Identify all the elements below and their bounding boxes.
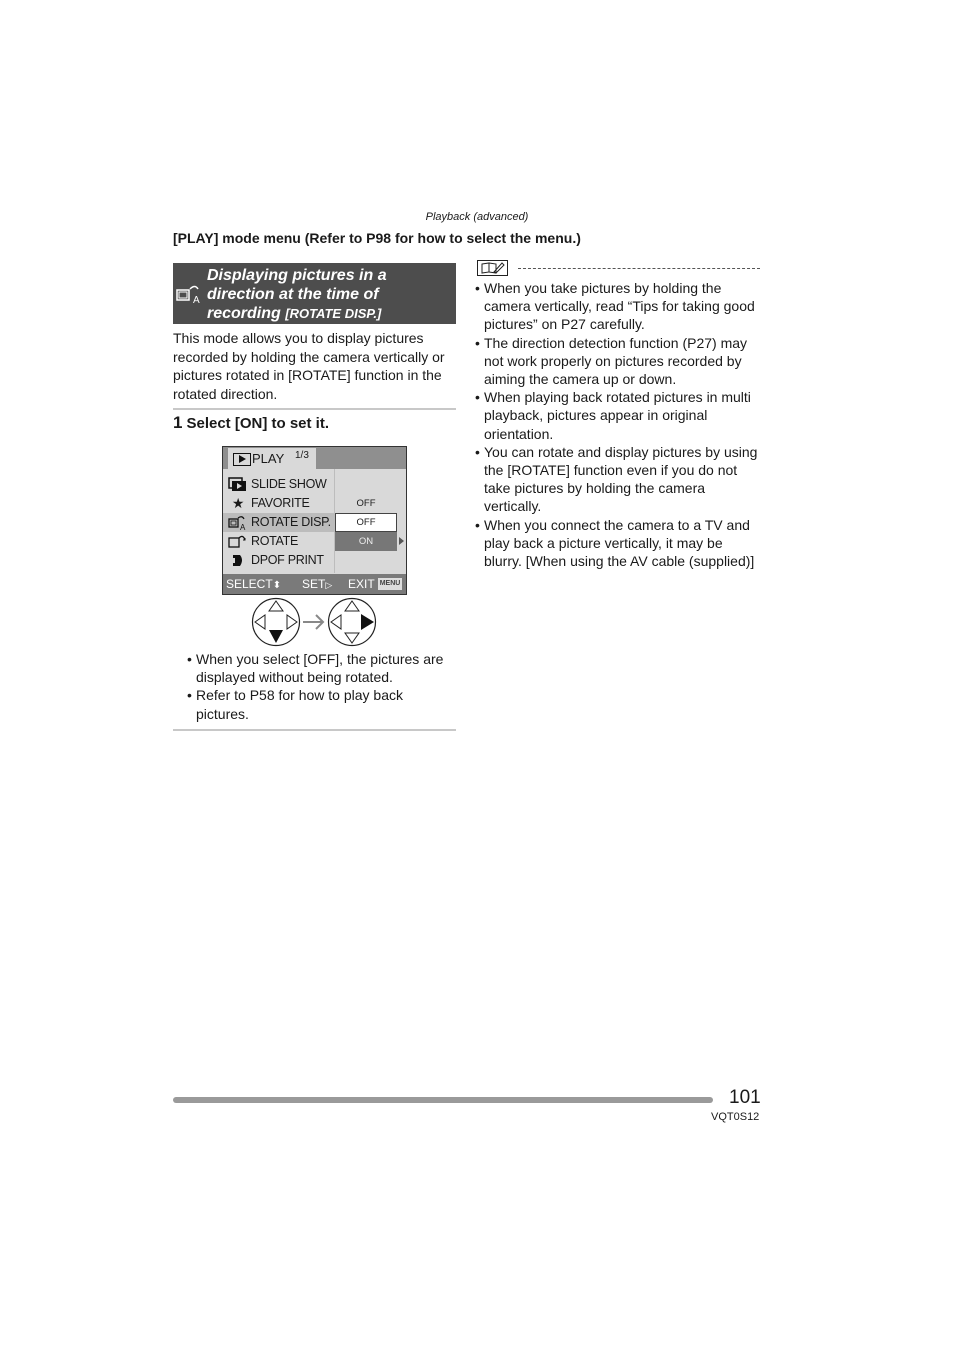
model-code: VQT0S12	[711, 1111, 760, 1123]
heading-text	[207, 266, 452, 323]
list-item: • When you select [OFF], the pictures are displayed without being rotated.	[187, 650, 459, 686]
heading-title: Displaying pictures in a direction at the time of recording	[207, 267, 387, 322]
menu-reference: [PLAY] mode menu (Refer to P98 for how to select the menu.)	[173, 230, 581, 246]
lcd-footer	[223, 574, 406, 594]
page-number: 101	[729, 1087, 761, 1108]
step-1	[173, 413, 329, 433]
menu-item-rotate-disp[interactable]	[223, 513, 334, 532]
list-item: • When you connect the camera to a TV and play back a picture vertically, it may be blurry. [When using the AV cable (supplied)]	[475, 516, 763, 571]
play-icon	[233, 453, 251, 466]
cursor-buttons-diagram	[251, 597, 381, 647]
list-item: • You can rotate and display pictures by using the [ROTATE] function even if you do not take pictures by holding the camera vertically.	[475, 443, 763, 516]
list-item: • Refer to P58 for how to play back pictures.	[187, 686, 459, 722]
camera-lcd-menu	[222, 446, 407, 595]
menu-item-slide-show[interactable]	[223, 475, 334, 494]
favorite-value: OFF	[356, 498, 376, 509]
page-indicator: 1/3	[295, 450, 309, 461]
svg-text:A: A	[240, 523, 246, 530]
list-item: • The direction detection function (P27) may not work properly on pictures recorded by aiming the camera up or down.	[475, 334, 763, 389]
tab-play[interactable]	[228, 448, 316, 469]
menu-item-dpof-print[interactable]	[223, 551, 334, 570]
cursor-button-right	[329, 599, 376, 646]
rotate-disp-icon	[175, 283, 203, 305]
svg-text:A: A	[193, 295, 200, 305]
note-icon	[477, 260, 508, 276]
tab-label: PLAY	[252, 451, 285, 466]
rotate-icon	[228, 534, 248, 549]
menu-item-label: DPOF PRINT	[251, 553, 324, 567]
divider	[173, 729, 456, 731]
menu-item-rotate[interactable]	[223, 532, 334, 551]
exit-label: EXIT	[348, 577, 375, 591]
set-hint	[302, 577, 332, 591]
rotate-disp-icon	[228, 515, 248, 530]
step-number: 1	[173, 413, 183, 432]
heading-subtitle: [ROTATE DISP.]	[285, 306, 382, 321]
rotate-disp-option-on[interactable]: ON	[335, 532, 397, 551]
section-label: Playback (advanced)	[425, 211, 529, 223]
left-notes	[187, 650, 459, 723]
star-icon: ★	[231, 495, 245, 511]
select-hint	[226, 577, 281, 591]
menu-item-label: SLIDE SHOW	[251, 477, 327, 491]
footer-bar	[173, 1097, 713, 1103]
rotate-disp-option-off[interactable]: OFF	[335, 513, 397, 532]
step-text: Select [ON] to set it.	[186, 415, 329, 432]
menu-item-label: ROTATE	[251, 534, 299, 548]
lcd-header	[223, 447, 406, 469]
slideshow-icon	[228, 477, 248, 492]
up-down-icon: ⬍	[272, 580, 282, 591]
right-notes	[475, 279, 763, 570]
select-label: SELECT	[226, 577, 273, 591]
right-icon: ▷	[325, 580, 333, 590]
divider	[173, 408, 456, 410]
set-label: SET	[302, 577, 326, 591]
list-item: • When you take pictures by holding the camera vertically, read “Tips for taking good pictures” on P27 carefully.	[475, 279, 763, 334]
arrow-right-icon	[303, 615, 323, 629]
intro-paragraph: This mode allows you to display pictures recorded by holding the camera vertically or pictures rotated in [ROTATE] function in the rotated direction.	[173, 330, 445, 402]
menu-item-label: ROTATE DISP.	[251, 515, 331, 529]
section-heading	[173, 263, 456, 324]
right-arrow-icon	[399, 537, 404, 545]
note-dashed-line	[518, 268, 760, 269]
dpof-print-icon	[228, 553, 248, 568]
menu-item-label: FAVORITE	[251, 496, 310, 510]
list-item: • When playing back rotated pictures in multi playback, pictures appear in original orientation.	[475, 388, 763, 443]
menu-badge: MENU	[378, 578, 402, 590]
menu-item-favorite[interactable]	[223, 494, 334, 513]
cursor-button-down	[253, 599, 300, 646]
